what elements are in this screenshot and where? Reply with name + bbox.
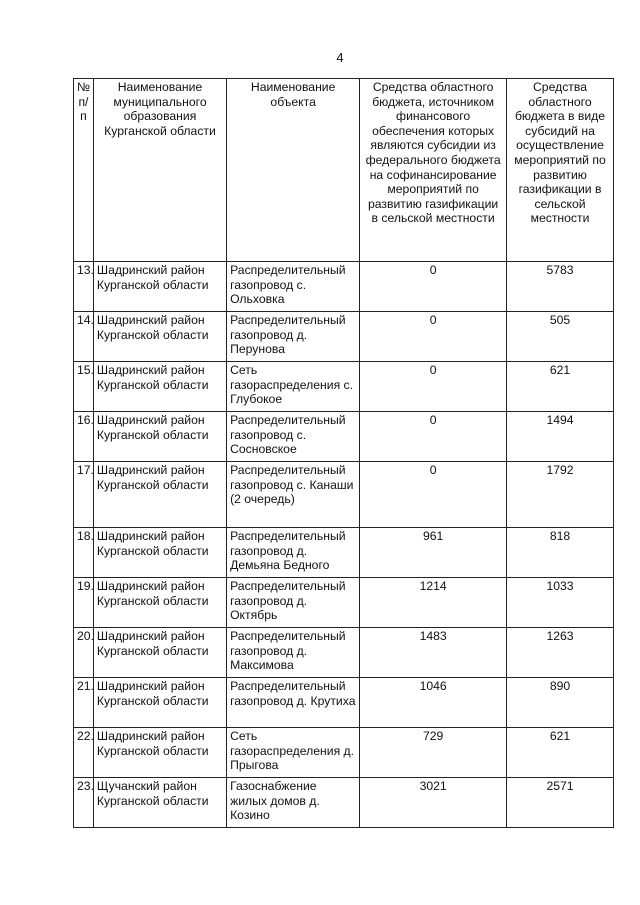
row-federal-funds: 0: [360, 362, 507, 412]
row-federal-funds: 1046: [360, 678, 507, 728]
row-regional-subsidies: 890: [507, 678, 614, 728]
row-regional-subsidies: 5783: [507, 262, 614, 312]
row-number: 13.: [74, 262, 94, 312]
table-row: [74, 412, 614, 462]
row-district: Шадринский район Курганской области: [93, 262, 226, 312]
row-district: Щучанский район Курганской области: [93, 778, 226, 828]
row-regional-subsidies: 505: [507, 312, 614, 362]
table-header-row: [74, 79, 614, 262]
page-number: 4: [336, 50, 344, 65]
header-federal-funds: Средства областного бюджета, источником финансового обеспечения которых являются субсидии из федерального бюджета на софинансирование мероприятий по развитию газификации в сельской местности: [360, 79, 507, 262]
table-body: [74, 262, 614, 828]
row-number: 18.: [74, 528, 94, 578]
row-number: 15.: [74, 362, 94, 412]
row-object: Распределительный газопровод д. Демьяна Бедного: [227, 528, 360, 578]
row-regional-subsidies: 1792: [507, 462, 614, 528]
table-row: [74, 362, 614, 412]
row-federal-funds: 0: [360, 262, 507, 312]
row-district: Шадринский район Курганской области: [93, 412, 226, 462]
row-federal-funds: 1483: [360, 628, 507, 678]
row-number: 14.: [74, 312, 94, 362]
row-number: 20.: [74, 628, 94, 678]
row-regional-subsidies: 1494: [507, 412, 614, 462]
row-object: Распределительный газопровод д. Перунова: [227, 312, 360, 362]
row-district: Шадринский район Курганской области: [93, 362, 226, 412]
row-number: 21.: [74, 678, 94, 728]
table-row: [74, 628, 614, 678]
row-federal-funds: 0: [360, 412, 507, 462]
row-regional-subsidies: 1263: [507, 628, 614, 678]
header-regional-subsidies: Средства областного бюджета в виде субсидий на осуществление мероприятий по развитию газификации в сельской местности: [507, 79, 614, 262]
gasification-table: [73, 78, 614, 828]
table-row: [74, 778, 614, 828]
row-number: 17.: [74, 462, 94, 528]
row-regional-subsidies: 621: [507, 728, 614, 778]
table-row: [74, 462, 614, 528]
row-number: 22.: [74, 728, 94, 778]
row-object: Распределительный газопровод с. Сосновское: [227, 412, 360, 462]
row-regional-subsidies: 621: [507, 362, 614, 412]
row-federal-funds: 0: [360, 462, 507, 528]
row-district: Шадринский район Курганской области: [93, 578, 226, 628]
row-regional-subsidies: 1033: [507, 578, 614, 628]
row-federal-funds: 1214: [360, 578, 507, 628]
row-object: Распределительный газопровод д. Октябрь: [227, 578, 360, 628]
row-number: 19.: [74, 578, 94, 628]
row-district: Шадринский район Курганской области: [93, 528, 226, 578]
row-number: 23.: [74, 778, 94, 828]
row-federal-funds: 3021: [360, 778, 507, 828]
table-row: [74, 678, 614, 728]
row-object: Газоснабжение жилых домов д. Козино: [227, 778, 360, 828]
row-object: Распределительный газопровод д. Максимова: [227, 628, 360, 678]
table-row: [74, 578, 614, 628]
table-row: [74, 528, 614, 578]
header-object: Наименование объекта: [227, 79, 360, 262]
row-federal-funds: 0: [360, 312, 507, 362]
row-district: Шадринский район Курганской области: [93, 462, 226, 528]
row-regional-subsidies: 818: [507, 528, 614, 578]
row-object: Распределительный газопровод д. Крутиха: [227, 678, 360, 728]
row-regional-subsidies: 2571: [507, 778, 614, 828]
row-object: Сеть газораспределения с. Глубокое: [227, 362, 360, 412]
row-object: Распределительный газопровод с. Канаши (2 очередь): [227, 462, 360, 528]
row-district: Шадринский район Курганской области: [93, 728, 226, 778]
table-row: [74, 312, 614, 362]
row-number: 16.: [74, 412, 94, 462]
row-object: Сеть газораспределения д. Прыгова: [227, 728, 360, 778]
table-row: [74, 262, 614, 312]
row-federal-funds: 729: [360, 728, 507, 778]
row-district: Шадринский район Курганской области: [93, 312, 226, 362]
header-number: № п/п: [74, 79, 94, 262]
row-district: Шадринский район Курганской области: [93, 678, 226, 728]
row-federal-funds: 961: [360, 528, 507, 578]
header-municipality: Наименование муниципального образования Курганской области: [93, 79, 226, 262]
row-object: Распределительный газопровод с. Ольховка: [227, 262, 360, 312]
table-row: [74, 728, 614, 778]
row-district: Шадринский район Курганской области: [93, 628, 226, 678]
